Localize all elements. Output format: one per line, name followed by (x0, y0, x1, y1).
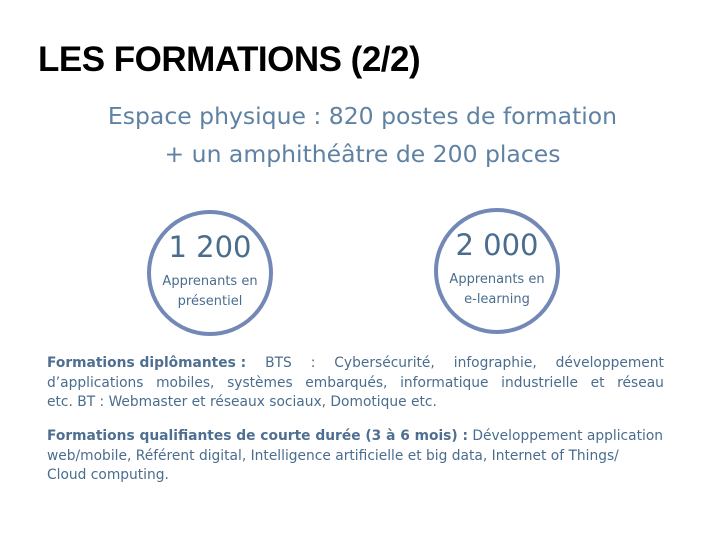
word: systèmes (227, 374, 293, 391)
paragraph-line: Cloud computing. (47, 467, 169, 483)
stat-label-line: Apprenants en (449, 272, 545, 287)
diplomantes-lead: Formations diplômantes : (47, 355, 247, 371)
stat-label (151, 272, 269, 312)
word: d’applications (47, 374, 144, 391)
stat-label-line: Apprenants en (162, 274, 258, 289)
paragraph-line (47, 354, 664, 374)
word: mobiles, (156, 374, 215, 391)
word: embarqués, (305, 374, 388, 391)
paragraph-text: Développement application (468, 428, 664, 444)
qualifiantes-lead: Formations qualifiantes de courte durée (3 à 6 mois) : (47, 428, 469, 444)
word: infographie, (453, 355, 537, 371)
stat-label-line: e-learning (464, 292, 530, 307)
diplomantes-paragraph (47, 354, 664, 413)
subtitle-line-1: Espace physique : 820 postes de formation (107, 102, 618, 130)
paragraph-line: web/mobile, Référent digital, Intelligence artificielle et big data, Internet of Things/ (47, 447, 619, 464)
stat-circle-presentiel (147, 210, 273, 336)
stat-circle-elearning (434, 208, 560, 334)
word: BTS (265, 355, 292, 371)
word: développement (555, 355, 664, 371)
word: : (310, 355, 316, 371)
subtitle-line-2: + un amphithéâtre de 200 places (164, 140, 561, 168)
paragraph-line: etc. BT : Webmaster et réseaux sociaux, Domotique etc. (47, 394, 437, 410)
paragraph-line (47, 427, 664, 447)
word: industrielle (501, 374, 578, 391)
slide-title: LES FORMATIONS (2/2) (38, 40, 421, 79)
stat-number: 2 000 (455, 228, 539, 262)
word: informatique (400, 374, 489, 391)
subtitle (0, 97, 720, 173)
paragraph-line (47, 374, 664, 394)
word: réseau (617, 374, 664, 391)
stat-label-line: présentiel (177, 294, 243, 309)
word: et (590, 374, 605, 391)
qualifiantes-paragraph (47, 427, 664, 486)
stat-label (438, 270, 556, 310)
word: Cybersécurité, (334, 355, 435, 371)
stat-number: 1 200 (168, 230, 252, 264)
